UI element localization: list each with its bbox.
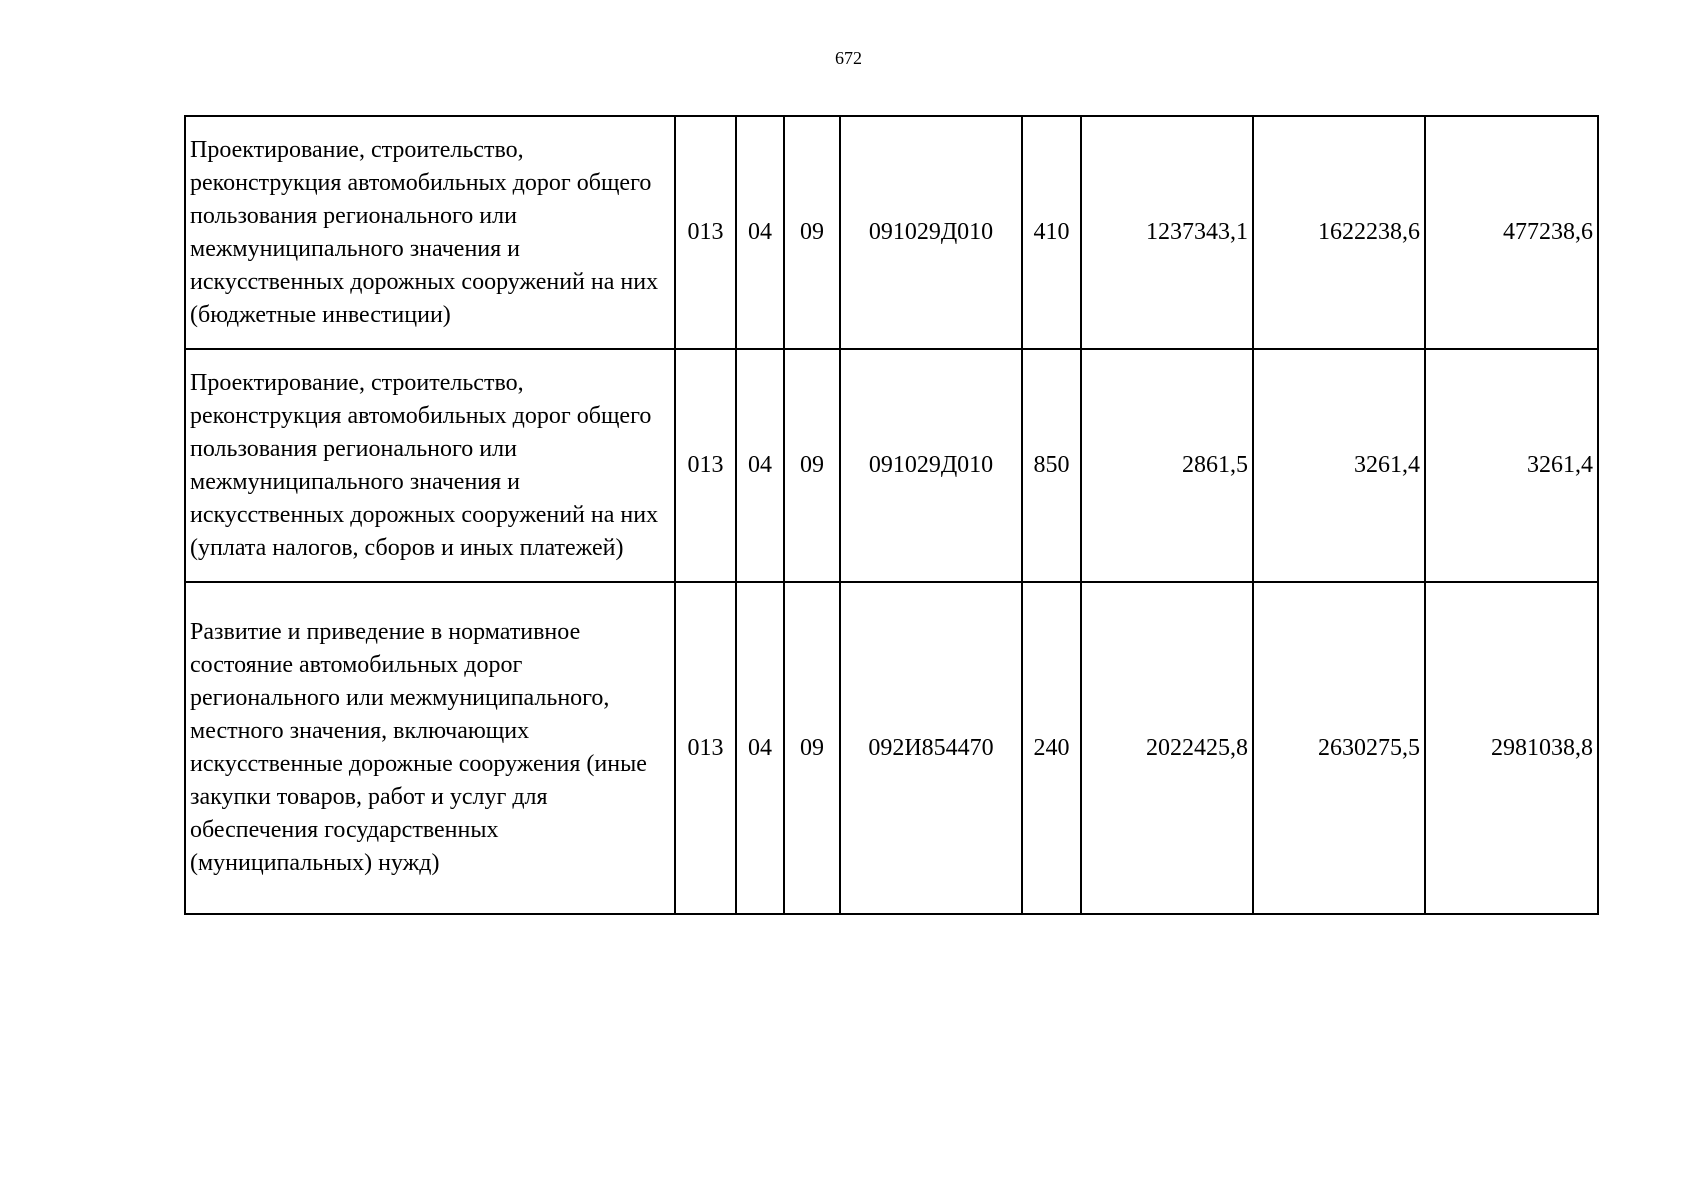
expense-type-code: 240	[1022, 582, 1081, 914]
section-code: 04	[736, 116, 784, 349]
grbs-code: 013	[675, 349, 736, 582]
subsection-code: 09	[784, 116, 840, 349]
amount-year-3: 2981038,8	[1425, 582, 1598, 914]
amount-year-3: 3261,4	[1425, 349, 1598, 582]
page-number: 672	[835, 48, 862, 68]
grbs-code: 013	[675, 582, 736, 914]
target-article-code: 091029Д010	[840, 349, 1022, 582]
target-article-code: 091029Д010	[840, 116, 1022, 349]
subsection-code: 09	[784, 349, 840, 582]
amount-year-1: 2022425,8	[1081, 582, 1253, 914]
amount-year-2: 2630275,5	[1253, 582, 1425, 914]
amount-year-1: 2861,5	[1081, 349, 1253, 582]
grbs-code: 013	[675, 116, 736, 349]
amount-year-1: 1237343,1	[1081, 116, 1253, 349]
row-description: Проектирование, строительство, реконструкция автомобильных дорог общего пользования регионального или межмуниципального значения и искусственных дорожных сооружений на них (бюджетные инвестиции)	[185, 116, 675, 349]
expense-type-code: 410	[1022, 116, 1081, 349]
table-row	[185, 349, 1598, 582]
budget-table	[184, 115, 1599, 915]
row-description: Развитие и приведение в нормативное состояние автомобильных дорог регионального или межмуниципального, местного значения, включающих искусственные дорожные сооружения (иные закупки товаров, работ и услуг для обеспечения государственных (муниципальных) нужд)	[185, 582, 675, 914]
table-row	[185, 582, 1598, 914]
target-article-code: 092И854470	[840, 582, 1022, 914]
table-row	[185, 116, 1598, 349]
row-description: Проектирование, строительство, реконструкция автомобильных дорог общего пользования регионального или межмуниципального значения и искусственных дорожных сооружений на них (уплата налогов, сборов и иных платежей)	[185, 349, 675, 582]
amount-year-2: 3261,4	[1253, 349, 1425, 582]
amount-year-3: 477238,6	[1425, 116, 1598, 349]
amount-year-2: 1622238,6	[1253, 116, 1425, 349]
section-code: 04	[736, 582, 784, 914]
expense-type-code: 850	[1022, 349, 1081, 582]
subsection-code: 09	[784, 582, 840, 914]
section-code: 04	[736, 349, 784, 582]
